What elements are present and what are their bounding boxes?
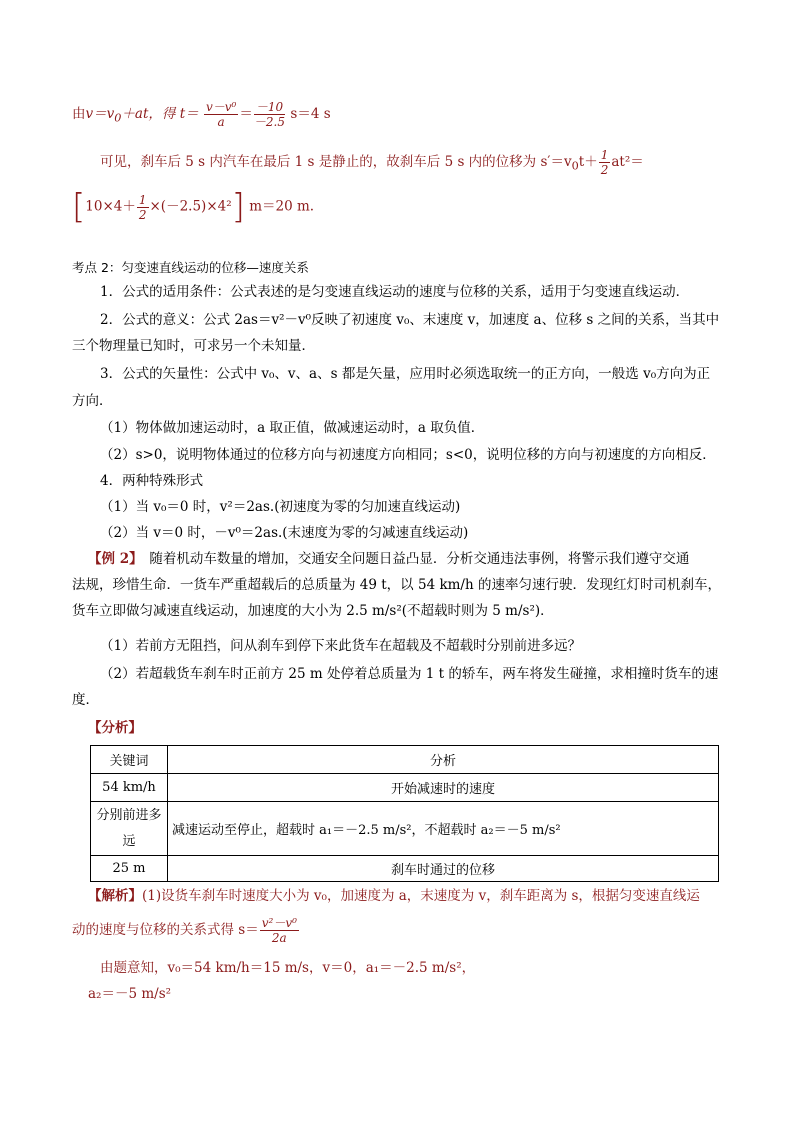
table-row [91, 856, 719, 882]
eq-subscript: 0 [114, 111, 122, 125]
fraction-denominator: 2a [271, 931, 287, 945]
point-1: 1．公式的适用条件：公式表述的是匀变速直线运动的速度与位移的关系，适用于匀变速直线运动． [100, 284, 690, 300]
para-subscript: 0 [571, 159, 579, 173]
table-cell-analysis: 刹车时通过的位移 [168, 856, 719, 882]
para-text: 可见，刹车后 5 s 内汽车在最后 1 s 是静止的，故刹车后 5 s 内的位移为 s′＝v [100, 154, 572, 170]
example-line-1 [88, 549, 689, 569]
table-cell-keyword: 54 km/h [91, 774, 168, 802]
fraction-numerator: 1 [600, 148, 609, 162]
point-3-cont: 方向． [72, 393, 113, 409]
para-text-2: t＋ [578, 154, 598, 170]
calc-part-b: ×(－2.5)×4² [149, 198, 232, 215]
point-3-sub-2: （2）s>0，说明物体通过的位移方向与初速度方向相同；s<0，说明位移的方向与初速度的方向相反． [100, 447, 716, 463]
equals-sign: ＝ [239, 106, 253, 122]
half-fraction [137, 193, 149, 222]
solution-line-3: 由题意知，v₀＝54 km/h＝15 m/s，v＝0，a₁＝－2.5 m/s²， [100, 960, 476, 976]
calc-part-a: 10×4＋ [85, 198, 136, 215]
question-2-cont: 度． [72, 692, 99, 708]
point-4-sub-2: （2）当 v＝0 时，－v⁰＝2as.(末速度为零的匀减速直线运动) [100, 525, 469, 541]
eq-result: s＝4 s [286, 106, 331, 122]
example-line-2: 法规，珍惜生命．一货车严重超载后的总质量为 49 t，以 54 km/h 的速率匀速行驶．发现红灯时司机刹车， [72, 577, 721, 593]
solution-line-4: a₂＝－5 m/s² [88, 986, 172, 1002]
equation-line-1 [72, 100, 331, 129]
fraction-numerator: 1 [138, 192, 147, 207]
fraction-denominator: a [217, 115, 225, 129]
fraction-numerator: v²－v⁰ [261, 916, 297, 930]
solution-label: 【解析】 [88, 888, 142, 904]
paragraph-displacement [100, 148, 644, 177]
solution-line-1 [88, 886, 700, 906]
table-cell-keyword: 分别前进多远 [91, 802, 168, 856]
paragraph-displacement-calc [72, 187, 315, 227]
eq-formula-a: v＝v [85, 106, 115, 122]
point-4: 4．两种特殊形式 [100, 473, 204, 489]
fraction-numerator: v－v⁰ [205, 100, 237, 114]
section-title: 考点 2：匀变速直线运动的位移—速度关系 [72, 260, 309, 275]
table-row [91, 802, 719, 856]
fraction-1 [204, 100, 238, 129]
calc-tail: m＝20 m. [244, 198, 315, 215]
fraction-denominator: 2 [600, 163, 609, 177]
table-cell-analysis: 减速运动至停止，超载时 a₁＝－2.5 m/s²，不超载时 a₂＝－5 m/s² [168, 802, 719, 856]
table-header-row [91, 746, 719, 774]
solution-text-1: (1)设货车刹车时速度大小为 v₀，加速度为 a，末速度为 v，刹车距离为 s，根据匀变速直线运 [142, 888, 700, 904]
eq-prefix: 由 [72, 106, 86, 122]
right-bracket: ] [231, 187, 245, 227]
table-cell-keyword: 25 m [91, 856, 168, 882]
analysis-label: 【分析】 [88, 720, 142, 736]
example-label: 【例 2】 [88, 551, 136, 567]
point-2: 2．公式的意义：公式 2as＝v²－v⁰反映了初速度 v₀、末速度 v，加速度 a、位移 s 之间的关系，当其中 [100, 312, 720, 328]
example-line-3: 货车立即做匀减速直线运动，加速度的大小为 2.5 m/s²(不超载时则为 5 m/s²)． [72, 603, 554, 619]
question-1: （1）若前方无阻挡，问从刹车到停下来此货车在超载及不超载时分别前进多远？ [100, 638, 582, 654]
fraction-2 [254, 100, 285, 129]
solution-text-2: 动的速度与位移的关系式得 s＝ [72, 922, 259, 938]
table-header-cell: 关键词 [91, 746, 168, 774]
point-2-cont: 三个物理量已知时，可求另一个未知量． [72, 338, 315, 354]
eq-formula-b: ＋at，得 t＝ [121, 106, 199, 122]
table-row [91, 774, 719, 802]
solution-line-2 [72, 916, 300, 945]
para-tail: at²＝ [611, 154, 644, 170]
solution-fraction [260, 916, 299, 945]
point-4-sub-1: （1）当 v₀＝0 时，v²＝2as.(初速度为零的匀加速直线运动) [100, 499, 461, 515]
point-3: 3．公式的矢量性：公式中 v₀、v、a、s 都是矢量，应用时必须选取统一的正方向，一般选 v₀方向为正 [100, 366, 711, 382]
example-text-1: 随着机动车数量的增加，交通安全问题日益凸显．分析交通违法事例，将警示我们遵守交通 [135, 551, 690, 567]
analysis-table [90, 745, 719, 882]
table-header-cell: 分析 [168, 746, 719, 774]
left-bracket: [ [72, 187, 86, 227]
question-2: （2）若超载货车刹车时正前方 25 m 处停着总质量为 1 t 的轿车，两车将发生碰撞，求相撞时货车的速 [100, 666, 719, 682]
fraction-denominator: 2 [138, 207, 147, 222]
point-3-sub-1: （1）物体做加速运动时，a 取正值，做减速运动时，a 取负值． [100, 420, 485, 436]
fraction-numerator: －10 [255, 100, 284, 114]
half-fraction [599, 148, 611, 177]
fraction-denominator: －2.5 [253, 115, 285, 129]
table-cell-analysis: 开始减速时的速度 [168, 774, 719, 802]
